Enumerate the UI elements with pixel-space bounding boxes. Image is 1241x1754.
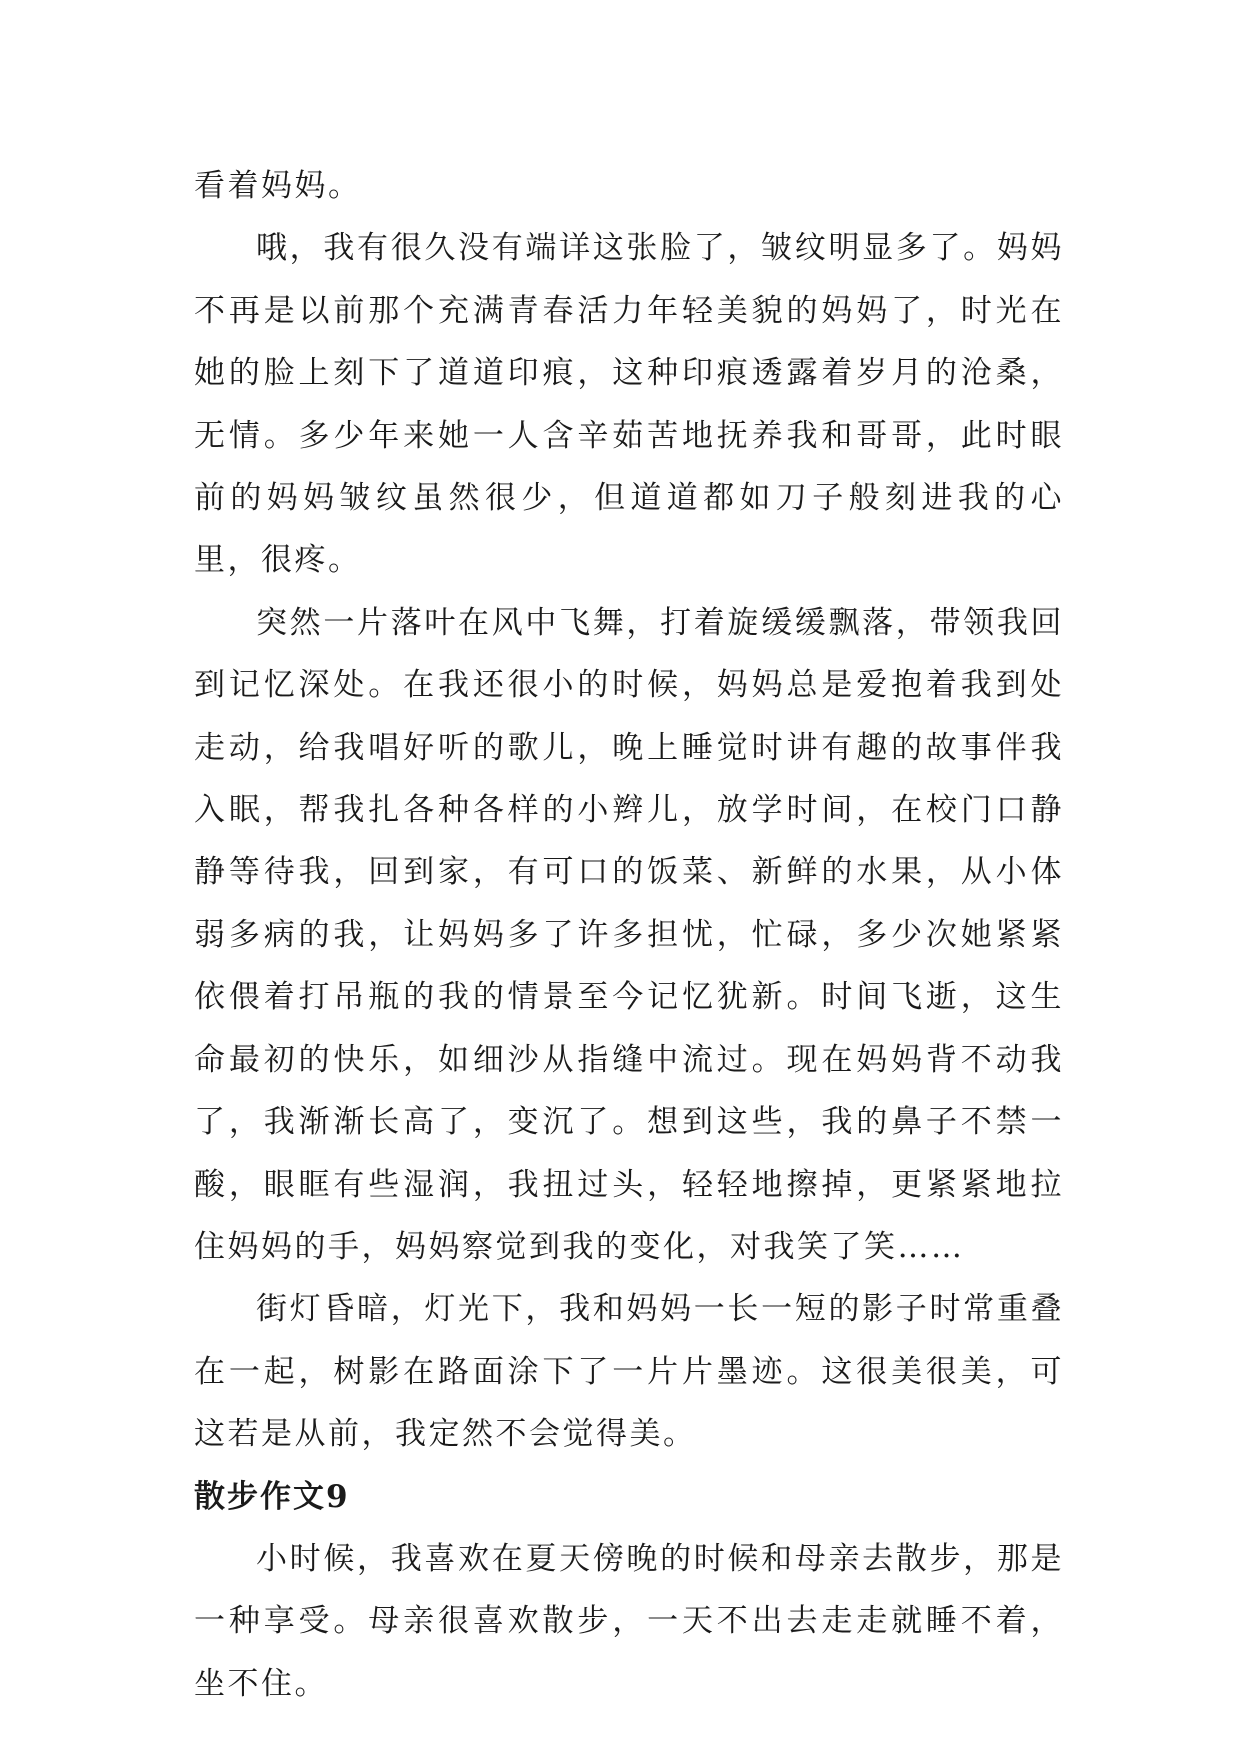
paragraph: 街灯昏暗，灯光下，我和妈妈一长一短的影子时常重叠在一起，树影在路面涂下了一片片墨迹。这很美很美，可这若是从前，我定然不会觉得美。 (194, 1291, 1064, 1453)
paragraph: 哦，我有很久没有端详这张脸了，皱纹明显多了。妈妈不再是以前那个充满青春活力年轻美貌的妈妈了，时光在她的脸上刻下了道道印痕，这种印痕透露着岁月的沧桑，无情。多少年来她一人含辛茹苦地抚养我和哥哥，此时眼前的妈妈皱纹虽然很少，但道道都如刀子般刻进我的心里，很疼。 (194, 230, 1064, 579)
document-body (194, 155, 1064, 1715)
paragraph: 突然一片落叶在风中飞舞，打着旋缓缓飘落，带领我回到记忆深处。在我还很小的时候，妈妈总是爱抱着我到处走动，给我唱好听的歌儿，晚上睡觉时讲有趣的故事伴我入眠，帮我扎各种各样的小辫儿，放学时间，在校门口静静等待我，回到家，有可口的饭菜、新鲜的水果，从小体弱多病的我，让妈妈多了许多担忧，忙碌，多少次她紧紧依偎着打吊瓶的我的情景至今记忆犹新。时间飞逝，这生命最初的快乐，如细沙从指缝中流过。现在妈妈背不动我了，我渐渐长高了，变沉了。想到这些，我的鼻子不禁一酸，眼眶有些湿润，我扭过头，轻轻地擦掉，更紧紧地拉住妈妈的手，妈妈察觉到我的变化，对我笑了笑…… (194, 604, 1064, 1265)
paragraph: 看着妈妈。 (194, 168, 362, 204)
section-heading: 散步作文9 (194, 1478, 350, 1515)
paragraph: 小时候，我喜欢在夏天傍晚的时候和母亲去散步，那是一种享受。母亲很喜欢散步，一天不出去走走就睡不着，坐不住。 (194, 1540, 1064, 1702)
